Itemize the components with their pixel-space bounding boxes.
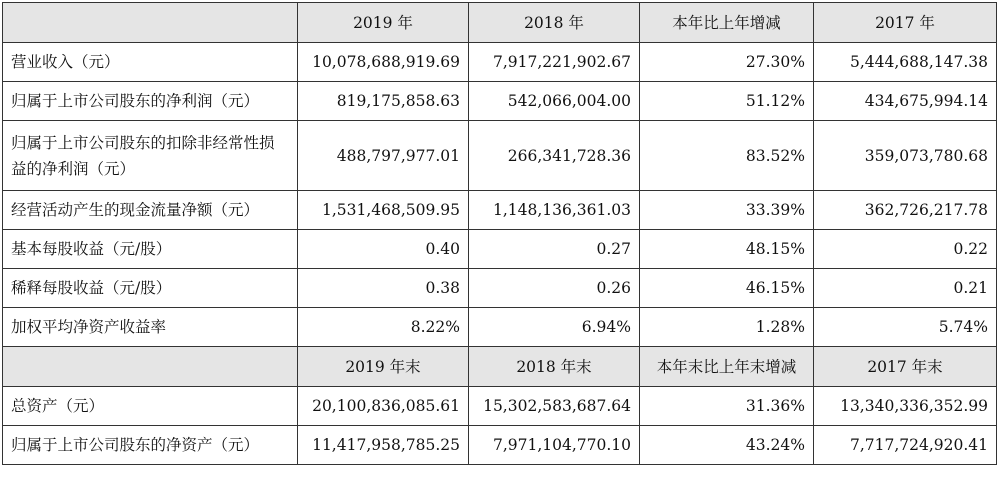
value-2017: 362,726,217.78 [814,191,997,230]
header-row-year [3,3,997,43]
header-cell-2019-end: 2019 年末 [298,347,469,387]
value-2019: 11,417,958,785.25 [298,426,469,465]
value-2019: 20,100,836,085.61 [298,387,469,426]
value-2018: 7,971,104,770.10 [469,426,640,465]
table-row [3,387,997,426]
header-cell-2017-end: 2017 年末 [814,347,997,387]
header-cell-2018: 2018 年 [469,3,640,43]
table-row [3,121,997,191]
row-label: 归属于上市公司股东的净资产（元） [3,426,298,465]
value-2018: 0.26 [469,269,640,308]
value-change: 43.24% [640,426,814,465]
value-2018: 0.27 [469,230,640,269]
value-2017: 434,675,994.14 [814,82,997,121]
value-2018: 266,341,728.36 [469,121,640,191]
value-2018: 15,302,583,687.64 [469,387,640,426]
header-cell-2019: 2019 年 [298,3,469,43]
table-row [3,43,997,82]
value-change: 83.52% [640,121,814,191]
value-change: 1.28% [640,308,814,347]
value-2019: 488,797,977.01 [298,121,469,191]
value-2017: 359,073,780.68 [814,121,997,191]
table-row [3,426,997,465]
value-change: 48.15% [640,230,814,269]
table-row [3,269,997,308]
table-row [3,230,997,269]
row-label: 经营活动产生的现金流量净额（元） [3,191,298,230]
value-2019: 10,078,688,919.69 [298,43,469,82]
row-label: 营业收入（元） [3,43,298,82]
row-label: 加权平均净资产收益率 [3,308,298,347]
value-2017: 0.22 [814,230,997,269]
header-cell-blank [3,3,298,43]
value-change: 46.15% [640,269,814,308]
row-label: 归属于上市公司股东的扣除非经常性损益的净利润（元） [3,121,298,191]
value-2018: 7,917,221,902.67 [469,43,640,82]
value-2017: 5.74% [814,308,997,347]
value-2019: 1,531,468,509.95 [298,191,469,230]
header-row-year-end [3,347,997,387]
header-cell-2018-end: 2018 年末 [469,347,640,387]
header-cell-change-end: 本年末比上年末增减 [640,347,814,387]
value-2019: 0.38 [298,269,469,308]
header-cell-2017: 2017 年 [814,3,997,43]
value-2018: 6.94% [469,308,640,347]
header-cell-blank [3,347,298,387]
row-label: 归属于上市公司股东的净利润（元） [3,82,298,121]
header-cell-change: 本年比上年增减 [640,3,814,43]
value-change: 31.36% [640,387,814,426]
value-2017: 7,717,724,920.41 [814,426,997,465]
row-label: 稀释每股收益（元/股） [3,269,298,308]
table-row [3,191,997,230]
row-label: 基本每股收益（元/股） [3,230,298,269]
value-2017: 13,340,336,352.99 [814,387,997,426]
value-2017: 0.21 [814,269,997,308]
row-label: 总资产（元） [3,387,298,426]
financial-summary-table [2,2,997,465]
table-row [3,82,997,121]
value-2017: 5,444,688,147.38 [814,43,997,82]
value-2018: 542,066,004.00 [469,82,640,121]
value-change: 51.12% [640,82,814,121]
value-change: 33.39% [640,191,814,230]
value-2019: 0.40 [298,230,469,269]
value-2019: 819,175,858.63 [298,82,469,121]
value-change: 27.30% [640,43,814,82]
value-2019: 8.22% [298,308,469,347]
value-2018: 1,148,136,361.03 [469,191,640,230]
table-row [3,308,997,347]
